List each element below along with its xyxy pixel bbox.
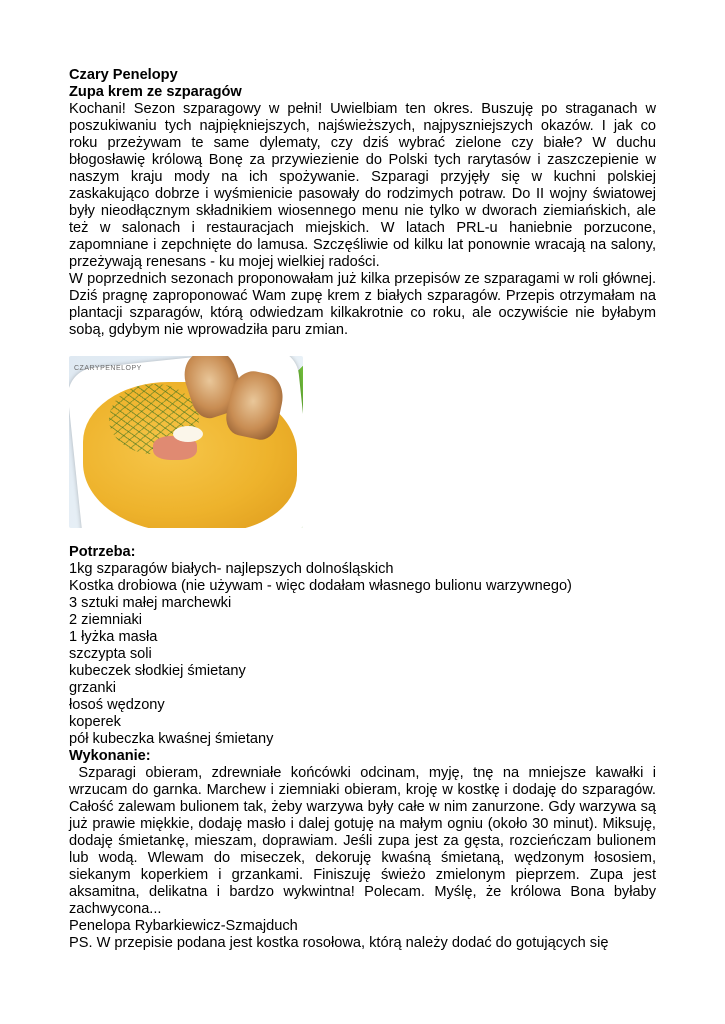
blog-title: Czary Penelopy xyxy=(69,67,178,83)
postscript: PS. W przepisie podana jest kostka rosołowa, którą należy dodać do gotujących się xyxy=(69,935,609,951)
ingredients-list xyxy=(69,561,656,748)
list-item: szczypta soli xyxy=(69,646,152,662)
cream-garnish xyxy=(173,426,203,442)
ingredients-heading: Potrzeba: xyxy=(69,544,136,560)
method-paragraph: Szparagi obieram, zdrewniałe końcówki odcinam, myję, tnę na mniejsze kawałki i wrzucam do garnka. Marchew i ziemniaki obieram, kroję w kostkę i dodaję do szparagów. Całość zalewam bulionem tak, żeby warzywa były całe w nim zanurzone. Gdy warzywa są już prawie miękkie, dodaję masło i dalej gotuję na małym ogniu (około 30 minut). Miksuję, dodaję śmietankę, mieszam, doprawiam. Jeśli zupa jest za gęsta, rozcieńczam bulionem lub wodą. Wlewam do miseczek, dekoruję kwaśną śmietaną, wędzonym łososiem, siekanym koperkiem i grzankami. Finiszuję świeżo zmielonym pieprzem. Zupa jest aksamitna, delikatna i bardzo wykwintna! Polecam. Myślę, że królowa Bona byłaby zachwycona... xyxy=(69,765,661,917)
method-heading: Wykonanie: xyxy=(69,748,151,764)
intro-paragraph-2: W poprzednich sezonach proponowałam już kilka przepisów ze szparagami w roli głównej. Dziś pragnę zaproponować Wam zupę krem z białych szparagów. Przepis otrzymałam na plantacji szparagów, którą odwiedzam kilkakrotnie co roku, ale oczywiście nie byłabym sobą, gdybym nie wprowadziła paru zmian. xyxy=(69,271,656,338)
list-item: kubeczek słodkiej śmietany xyxy=(69,663,246,679)
photo-watermark: CZARYPENELOPY xyxy=(74,365,142,372)
soup-photo xyxy=(69,356,303,528)
list-item: łosoś wędzony xyxy=(69,697,165,713)
document-body xyxy=(69,67,661,952)
list-item: 1kg szparagów białych- najlepszych dolnośląskich xyxy=(69,561,394,577)
list-item: 3 sztuki małej marchewki xyxy=(69,595,232,611)
author-signature: Penelopa Rybarkiewicz-Szmajduch xyxy=(69,918,298,934)
list-item: 1 łyżka masła xyxy=(69,629,158,645)
list-item: Kostka drobiowa (nie używam - więc dodałam własnego bulionu warzywnego) xyxy=(69,578,572,594)
recipe-title: Zupa krem ze szparagów xyxy=(69,84,242,100)
list-item: koperek xyxy=(69,714,121,730)
intro-paragraph-1: Kochani! Sezon szparagowy w pełni! Uwielbiam ten okres. Buszuję po straganach w poszukiwaniu tych najpiękniejszych, najświeższych, najpyszniejszych okazów. I jak co roku przeżywam te same dylematy, czy dziś wybrać zielone czy białe? W duchu błogosławię królową Bonę za przywiezienie do Polski tych rarytasów i zaszczepienie w naszym kraju mody na ich spożywanie. Szparagi przyjęły się w kuchni polskiej zaskakująco dobrze i wyśmienicie pasowały do rodzimych potraw. Do II wojny światowej były nieodłącznym składnikiem wiosennego menu nie tylko w dworach ziemiańskich, ale też w salonach i restauracjach miejskich. W latach PRL-u haniebnie porzucone, zapomniane i zepchnięte do lamusa. Szczęśliwie od kilku lat ponownie wracają na salony, przeżywają renesans - ku mojej wielkiej radości. xyxy=(69,101,656,270)
list-item: grzanki xyxy=(69,680,117,696)
list-item: 2 ziemniaki xyxy=(69,612,142,628)
list-item: pół kubeczka kwaśnej śmietany xyxy=(69,731,274,747)
